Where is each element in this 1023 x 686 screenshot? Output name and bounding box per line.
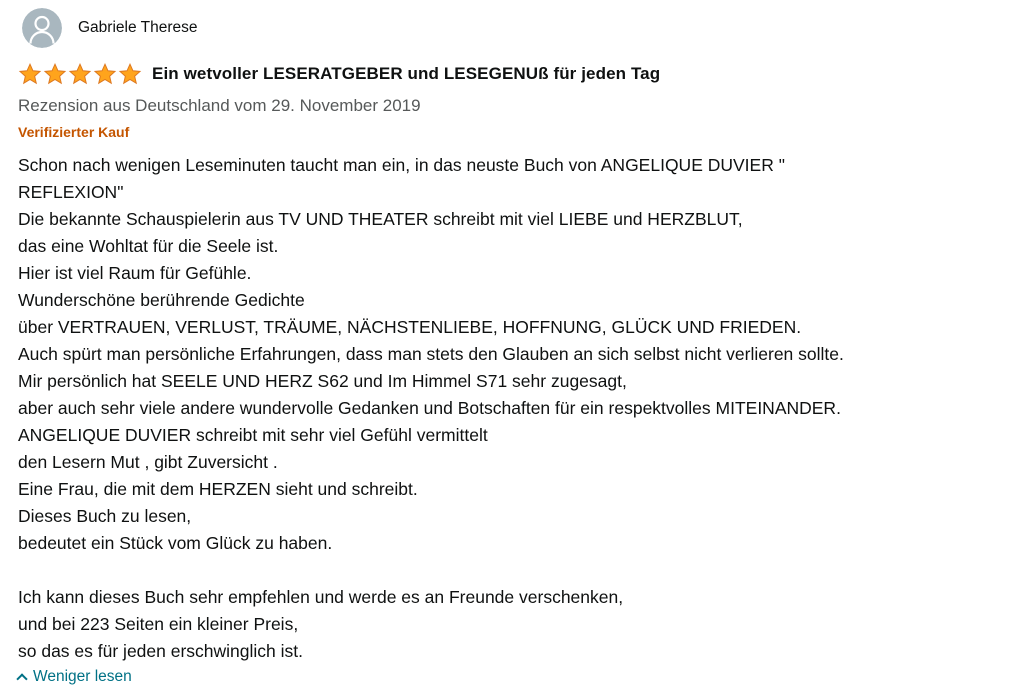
verified-purchase-badge[interactable]: Verifizierter Kauf (18, 124, 130, 140)
person-icon (22, 8, 62, 48)
star-rating (18, 62, 142, 86)
review-body-line: ANGELIQUE DUVIER schreibt mit sehr viel Gefühl vermittelt (18, 425, 488, 445)
review-body-line: bedeutet ein Stück vom Glück zu haben. (18, 533, 333, 553)
review-body-line: Eine Frau, die mit dem HERZEN sieht und schreibt. (18, 479, 418, 499)
avatar[interactable] (22, 8, 62, 48)
review-body-line: über VERTRAUEN, VERLUST, TRÄUME, NÄCHSTENLIEBE, HOFFNUNG, GLÜCK UND FRIEDEN. (18, 317, 802, 337)
review-body (18, 152, 1005, 665)
review-body-line: so das es für jeden erschwinglich ist. (18, 641, 303, 661)
review-date: Rezension aus Deutschland vom 29. November 2019 (18, 96, 421, 115)
review-body-line: Auch spürt man persönliche Erfahrungen, dass man stets den Glauben an sich selbst nicht verlieren sollte. (18, 344, 844, 364)
star-icon (118, 62, 142, 86)
review-title[interactable]: Ein wetvoller LESERATGEBER und LESEGENUß für jeden Tag (152, 64, 661, 83)
review-body-line: aber auch sehr viele andere wundervolle Gedanken und Botschaften für ein respektvolles MITEINANDER. (18, 398, 841, 418)
star-icon (43, 62, 67, 86)
star-icon (93, 62, 117, 86)
star-icon (18, 62, 42, 86)
review-body-line: Hier ist viel Raum für Gefühle. (18, 263, 252, 283)
review-body-line: Die bekannte Schauspielerin aus TV UND THEATER schreibt mit viel LIEBE und HERZBLUT, (18, 209, 743, 229)
review-body-line: Schon nach wenigen Leseminuten taucht man ein, in das neuste Buch von ANGELIQUE DUVIER " (18, 155, 785, 175)
collapse-link-label: Weniger lesen (33, 668, 132, 685)
review-body-line: REFLEXION" (18, 182, 124, 202)
review-body-line: das eine Wohltat für die Seele ist. (18, 236, 279, 256)
review-body-line: und bei 223 Seiten ein kleiner Preis, (18, 614, 299, 634)
rating-title-row[interactable] (18, 61, 1005, 87)
collapse-review-link[interactable] (18, 668, 1005, 686)
chevron-up-icon (16, 673, 27, 684)
review-body-line (18, 557, 1005, 584)
review-body-line: Dieses Buch zu lesen, (18, 506, 192, 526)
star-icon (68, 62, 92, 86)
author-name[interactable]: Gabriele Therese (78, 19, 198, 36)
review-body-line: Ich kann dieses Buch sehr empfehlen und werde es an Freunde verschenken, (18, 587, 624, 607)
review-body-line: den Lesern Mut , gibt Zuversicht . (18, 452, 278, 472)
review-body-line: Mir persönlich hat SEELE UND HERZ S62 und Im Himmel S71 sehr zugesagt, (18, 371, 627, 391)
review-body-line: Wunderschöne berührende Gedichte (18, 290, 305, 310)
author-row (22, 8, 1005, 48)
